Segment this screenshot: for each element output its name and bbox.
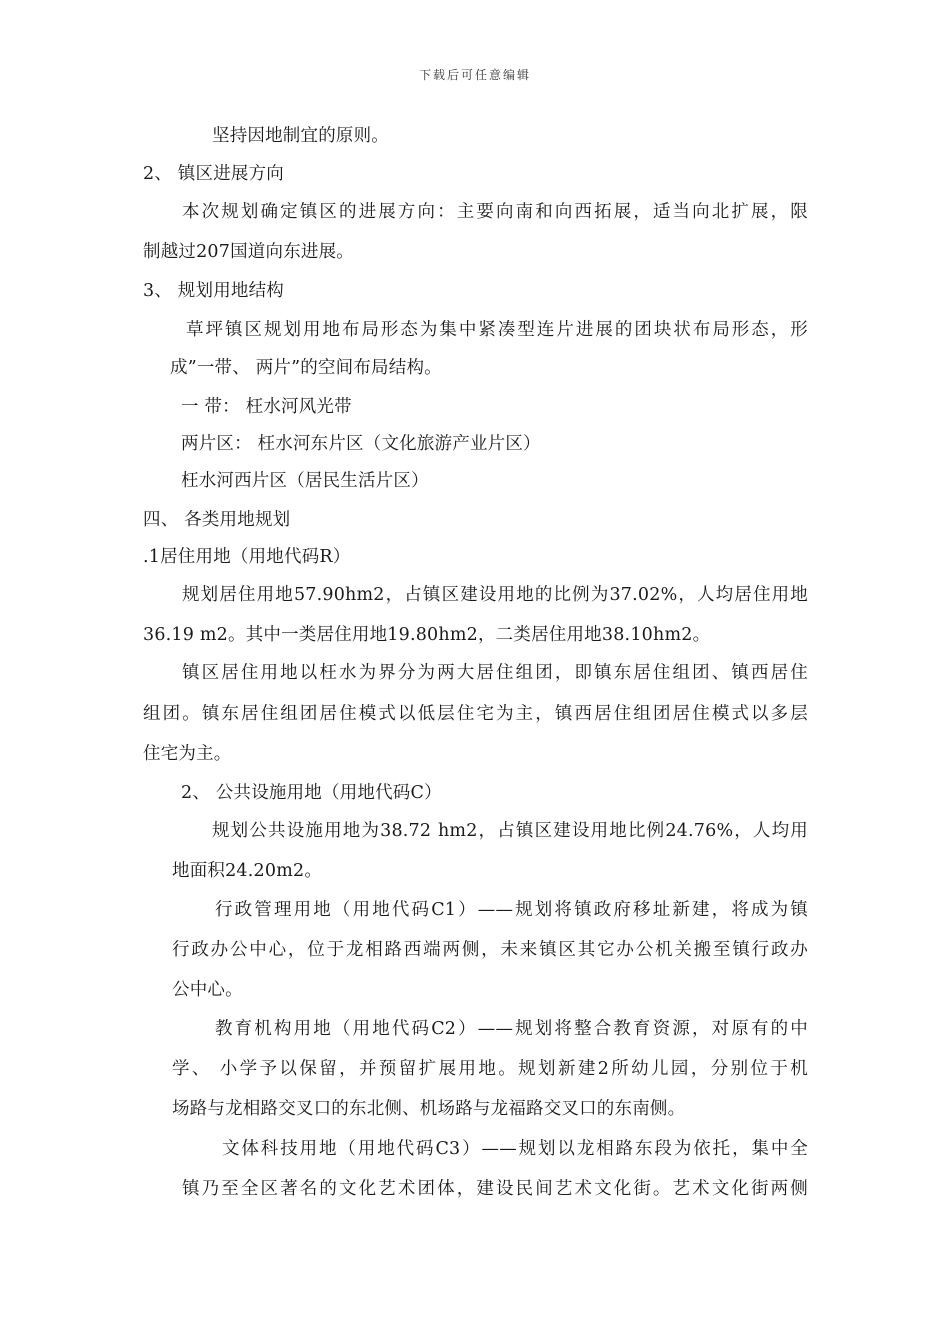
text-line: 住宅为主。 [143, 744, 232, 764]
text-line: 一 带： 枉水河风光带 [181, 397, 352, 417]
text-line: 枉水河西片区（居民生活片区） [181, 471, 429, 491]
text-line: 规划居住用地57.90hm2，占镇区建设用地的比例为37.02%，人均居住用地 [182, 585, 808, 605]
text-line: 两片区： 枉水河东片区（文化旅游产业片区） [181, 434, 541, 454]
subsection-heading: 2、 公共设施用地（用地代码C） [181, 783, 442, 803]
text-line: 学、 小学予以保留，并预留扩展用地。规划新建2所幼儿园，分别位于机 [172, 1059, 808, 1079]
text-line: 镇乃至全区著名的文化艺术团体，建设民间艺术文化街。艺术文化街两侧 [182, 1179, 808, 1199]
page-header: 下载后可任意编辑 [418, 68, 531, 82]
section-heading: 四、 各类用地规划 [143, 510, 291, 530]
text-line: 本次规划确定镇区的进展方向：主要向南和向西拓展，适当向北扩展，限 [182, 202, 808, 222]
section-heading: 3、 规划用地结构 [143, 281, 284, 301]
section-heading: 2、 镇区进展方向 [143, 164, 284, 184]
text-line: 文体科技用地（用地代码C3）——规划以龙相路东段为依托，集中全 [222, 1139, 808, 1159]
subsection-heading: .1居住用地（用地代码R） [143, 547, 351, 567]
text-line: 制越过207国道向东进展。 [143, 242, 355, 262]
text-line: 坚持因地制宜的原则。 [212, 126, 389, 146]
text-line: 场路与龙相路交叉口的东北侧、机场路与龙福路交叉口的东南侧。 [172, 1099, 686, 1119]
text-line: 公中心。 [172, 980, 243, 1000]
text-line: 草坪镇区规划用地布局形态为集中紧凑型连片进展的团块状布局形态，形 [186, 320, 808, 340]
text-line: 镇区居住用地以枉水为界分为两大居住组团，即镇东居住组团、镇西居住 [182, 663, 808, 683]
text-line: 组团。镇东居住组团居住模式以低层住宅为主，镇西居住组团居住模式以多层 [143, 704, 808, 724]
text-line: 成”一带、 两片”的空间布局结构。 [170, 358, 442, 378]
text-line: 教育机构用地（用地代码C2）——规划将整合教育资源，对原有的中 [215, 1019, 808, 1039]
text-line: 地面积24.20m2。 [172, 861, 323, 881]
text-line: 行政管理用地（用地代码C1）——规划将镇政府移址新建，将成为镇 [215, 900, 808, 920]
text-line: 行政办公中心，位于龙相路西端两侧，未来镇区其它办公机关搬至镇行政办 [172, 940, 808, 960]
text-line: 规划公共设施用地为38.72 hm2，占镇区建设用地比例24.76%，人均用 [212, 821, 808, 841]
text-line: 36.19 m2。其中一类居住用地19.80hm2，二类居住用地38.10hm2。 [143, 625, 711, 645]
